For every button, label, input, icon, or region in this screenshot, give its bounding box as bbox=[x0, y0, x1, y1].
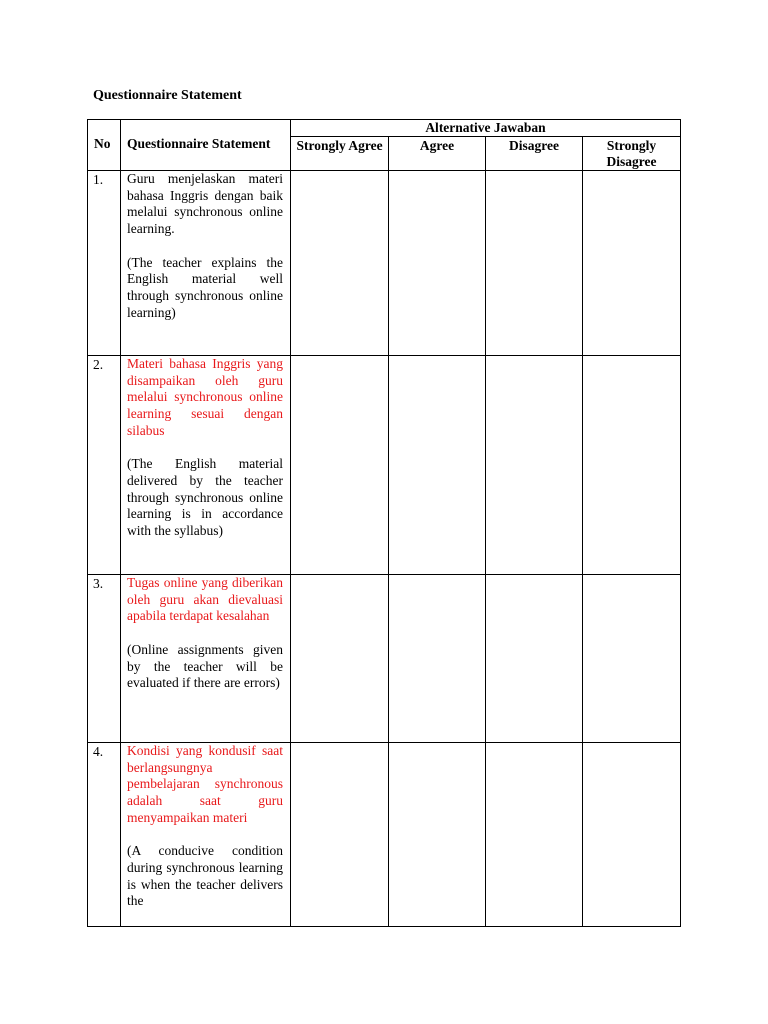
statement-english: (Online assignments given by the teacher will be evaluated if there are errors) bbox=[127, 641, 283, 691]
option-header-strongly-agree: Strongly Agree bbox=[291, 137, 389, 171]
option-header-strongly-disagree: Strongly Disagree bbox=[583, 137, 681, 171]
row-number: 4. bbox=[88, 743, 121, 927]
statement-english: (A conducive condition during synchronous learning is when the teacher delivers the bbox=[127, 843, 283, 909]
statement-cell bbox=[121, 743, 291, 927]
statement-indonesian: Guru menjelaskan materi bahasa Inggris dengan baik melalui synchronous online learning. bbox=[127, 171, 283, 237]
answer-cell-strongly-disagree[interactable] bbox=[583, 171, 681, 356]
answer-cell-disagree[interactable] bbox=[486, 356, 583, 575]
answer-cell-strongly-disagree[interactable] bbox=[583, 356, 681, 575]
table-row bbox=[88, 743, 681, 927]
column-group-header: Alternative Jawaban bbox=[291, 120, 681, 137]
row-number: 3. bbox=[88, 575, 121, 743]
option-header-agree: Agree bbox=[389, 137, 486, 171]
statement-indonesian: Materi bahasa Inggris yang disampaikan oleh guru melalui synchronous online learning sesuai dengan silabus bbox=[127, 356, 283, 438]
column-header-no: No bbox=[88, 120, 121, 171]
answer-cell-strongly-agree[interactable] bbox=[291, 356, 389, 575]
table-row bbox=[88, 356, 681, 575]
answer-cell-strongly-agree[interactable] bbox=[291, 743, 389, 927]
statement-english: (The English material delivered by the teacher through synchronous online learning is in accordance with the syllabus) bbox=[127, 456, 283, 539]
row-number: 2. bbox=[88, 356, 121, 575]
statement-cell bbox=[121, 356, 291, 575]
page-title: Questionnaire Statement bbox=[93, 88, 242, 103]
statement-cell bbox=[121, 171, 291, 356]
table-row bbox=[88, 171, 681, 356]
statement-cell bbox=[121, 575, 291, 743]
statement-indonesian: Kondisi yang kondusif saat berlangsungnya pembelajaran synchronous adalah saat guru menyampaikan materi bbox=[127, 743, 283, 825]
answer-cell-agree[interactable] bbox=[389, 743, 486, 927]
option-header-disagree: Disagree bbox=[486, 137, 583, 171]
questionnaire-table bbox=[87, 119, 681, 927]
answer-cell-agree[interactable] bbox=[389, 356, 486, 575]
answer-cell-strongly-agree[interactable] bbox=[291, 171, 389, 356]
answer-cell-disagree[interactable] bbox=[486, 743, 583, 927]
row-number: 1. bbox=[88, 171, 121, 356]
answer-cell-strongly-disagree[interactable] bbox=[583, 743, 681, 927]
answer-cell-agree[interactable] bbox=[389, 171, 486, 356]
table-row bbox=[88, 575, 681, 743]
answer-cell-disagree[interactable] bbox=[486, 575, 583, 743]
answer-cell-strongly-agree[interactable] bbox=[291, 575, 389, 743]
answer-cell-strongly-disagree[interactable] bbox=[583, 575, 681, 743]
answer-cell-agree[interactable] bbox=[389, 575, 486, 743]
statement-indonesian: Tugas online yang diberikan oleh guru akan dievaluasi apabila terdapat kesalahan bbox=[127, 575, 283, 624]
header-row-group bbox=[88, 120, 681, 137]
answer-cell-disagree[interactable] bbox=[486, 171, 583, 356]
column-header-statement: Questionnaire Statement bbox=[121, 120, 291, 171]
statement-english: (The teacher explains the English material well through synchronous online learning) bbox=[127, 254, 283, 320]
